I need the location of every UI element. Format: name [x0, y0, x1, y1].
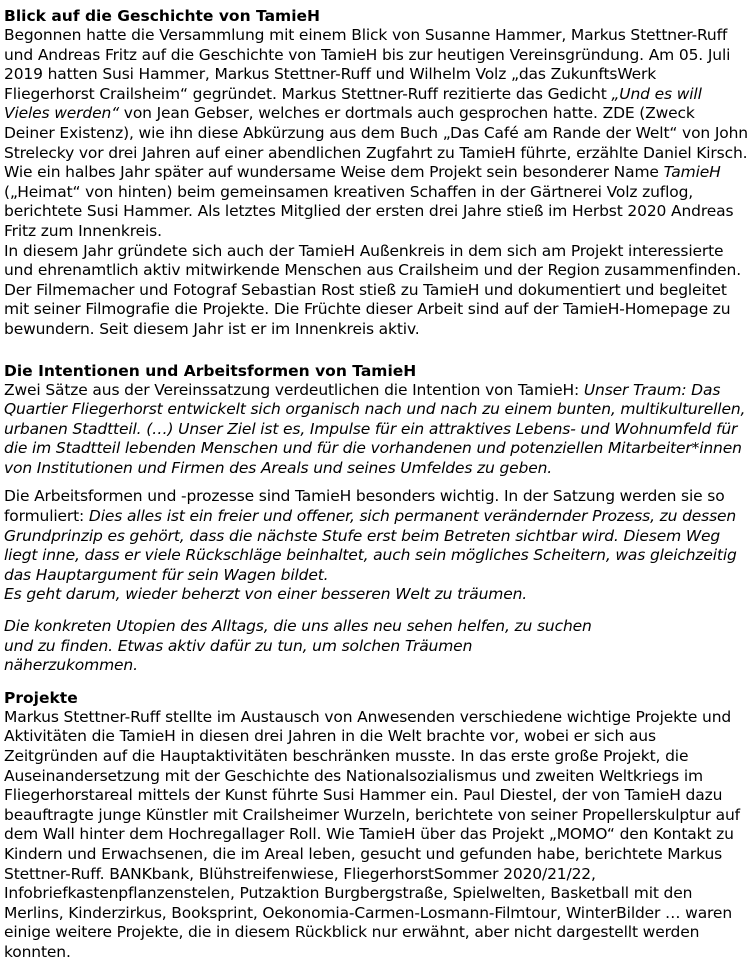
section-heading-projects: Projekte: [4, 688, 78, 707]
history-paragraph-1: [4, 26, 750, 242]
utopia-text-2: und zu finden. Etwas aktiv dafür zu tun, um solchen Träumen: [4, 636, 473, 655]
statute-quote-1: Unser Traum: Das Quartier Fliegerhorst entwickelt sich organisch nach und nach zu einem bunten, multikulturellen, urbanen Stadtteil. (…) Unser Ziel ist es, Impulse für ein attraktives Lebens- und Wohnumfeld für die im Stadtteil lebenden Menschen und für die vorhandenen und potenziellen Mitarbeiter*innen von Institutionen und Firmen des Areals und seines Umfeldes zu geben.: [4, 380, 746, 477]
dream-line-text: Es geht darum, wieder beherzt von einer besseren Welt zu träumen.: [4, 585, 528, 604]
utopia-text-3: näherzukommen.: [4, 656, 138, 675]
intentions-text-b: Die Arbeitsformen und -prozesse sind TamieH besonders wichtig. In der Satzung werden sie so formuliert:: [4, 487, 725, 526]
history-text-b: von Jean Gebser, welches er dortmals auch gesprochen hatte. ZDE (Zweck Deiner Existenz), wie ihn diese Abkürzung aus dem Buch „Das Café am Rande der Welt“ von John Strelecky vor drei Jahren auf einer abendlichen Zugfahrt zu TamieH führte, erzählte Daniel Kirsch. Wie ein halbes Jahr später auf wundersame Weise dem Projekt sein besonderer Name: [4, 104, 748, 182]
intentions-dream-line: [4, 585, 750, 605]
utopia-text-1: Die konkreten Utopien des Alltags, die uns alles neu sehen helfen, zu suchen: [4, 617, 592, 636]
poem-title: „Und es will Vieles werden“: [4, 84, 702, 123]
spacer: [4, 340, 750, 361]
intentions-text-a: Zwei Sätze aus der Vereinssatzung verdeutlichen die Intention von TamieH:: [4, 380, 584, 399]
spacer: [4, 605, 750, 617]
history-paragraph-2: In diesem Jahr gründete sich auch der TamieH Außenkreis in dem sich am Projekt interessierte und ehrenamtlich aktiv mitwirkende Menschen aus Crailsheim und der Region zusammenfinden.: [4, 241, 741, 280]
history-text-a: Begonnen hatte die Versammlung mit einem Blick von Susanne Hammer, Markus Stettner-Ruff und Andreas Fritz auf die Geschichte von TamieH bis zur heutigen Vereinsgründung. Am 05. Juli 2019 hatten Susi Hammer, Markus Stettner-Ruff und Wilhelm Volz „das ZukunftsWerk Fliegerhorst Crailsheim“ gegründet. Markus Stettner-Ruff rezitierte das Gedicht: [4, 26, 731, 103]
projects-paragraph: Markus Stettner-Ruff stellte im Austausch von Anwesenden verschiedene wichtige Projekte und Aktivitäten die TamieH in diesen drei Jahren in die Welt brachte vor, wobei er sich aus Zeitgründen auf die Hauptaktivitäten beschränken musste. In das erste große Projekt, die Auseinandersetzung mit der Geschichte des Nationalsozialismus und zweiten Weltkriegs im Fliegerhorstareal mittels der Kunst führte Susi Hammer ein. Paul Diestel, der von TamieH dazu beauftragte junge Künstler mit Crailsheimer Wurzeln, berichtete von seiner Propellerskulptur auf dem Wall hinter dem Hochregallager Roll. Wie TamieH über das Projekt „MOMO“ den Kontakt zu Kindern und Erwachsenen, die im Areal leben, gesucht und gefunden habe, berichtete Markus Stettner-Ruff. BANKbank, Blühstreifenwiese, FliegerhorstSommer 2020/21/22, Infobriefkastenpflanzenstelen, Putzaktion Burgbergstraße, Spielwelten, Basketball mit den Merlins, Kinderzirkus, Booksprint, Oekonomia-Carmen-Losmann-Filmtour, WinterBilder … waren einige weitere Projekte, die in diesem Rückblick nur erwähnt, aber nicht dargestellt werden konnten.: [4, 707, 740, 961]
spacer: [4, 478, 750, 487]
utopia-line-2: [4, 637, 750, 657]
intentions-paragraph-2: [4, 487, 750, 585]
project-name: TamieH: [663, 163, 721, 182]
spacer: [4, 676, 750, 688]
utopia-line-1: [4, 617, 750, 637]
statute-quote-2: Dies alles ist ein freier und offener, sich permanent verändernder Prozess, zu dessen Grundprinzip es gehört, dass die nächste Stufe erst beim Betreten sichtbar wird. Diesem Weg liegt inne, dass er viele Rückschläge beinhaltet, auch sein mögliches Scheitern, was gleichzeitig das Hauptargument für sein Wagen bildet.: [4, 507, 737, 584]
intentions-paragraph-1: [4, 381, 750, 479]
utopia-line-3: [4, 656, 750, 676]
section-heading-intentions: Die Intentionen und Arbeitsformen von TamieH: [4, 361, 417, 380]
history-text-c: („Heimat“ von hinten) beim gemeinsamen kreativen Schaffen in der Gärtnerei Volz zuflog, berichtete Susi Hammer. Als letztes Mitglied der ersten drei Jahre stieß im Herbst 2020 Andreas Fritz zum Innenkreis.: [4, 182, 734, 240]
history-paragraph-3: Der Filmemacher und Fotograf Sebastian Rost stieß zu TamieH und dokumentiert und begleitet mit seiner Filmografie die Projekte. Die Früchte dieser Arbeit sind auf der TamieH-Homepage zu bewundern. Seit diesem Jahr ist er im Innenkreis aktiv.: [4, 280, 731, 338]
section-heading-history: Blick auf die Geschichte von TamieH: [4, 7, 320, 25]
